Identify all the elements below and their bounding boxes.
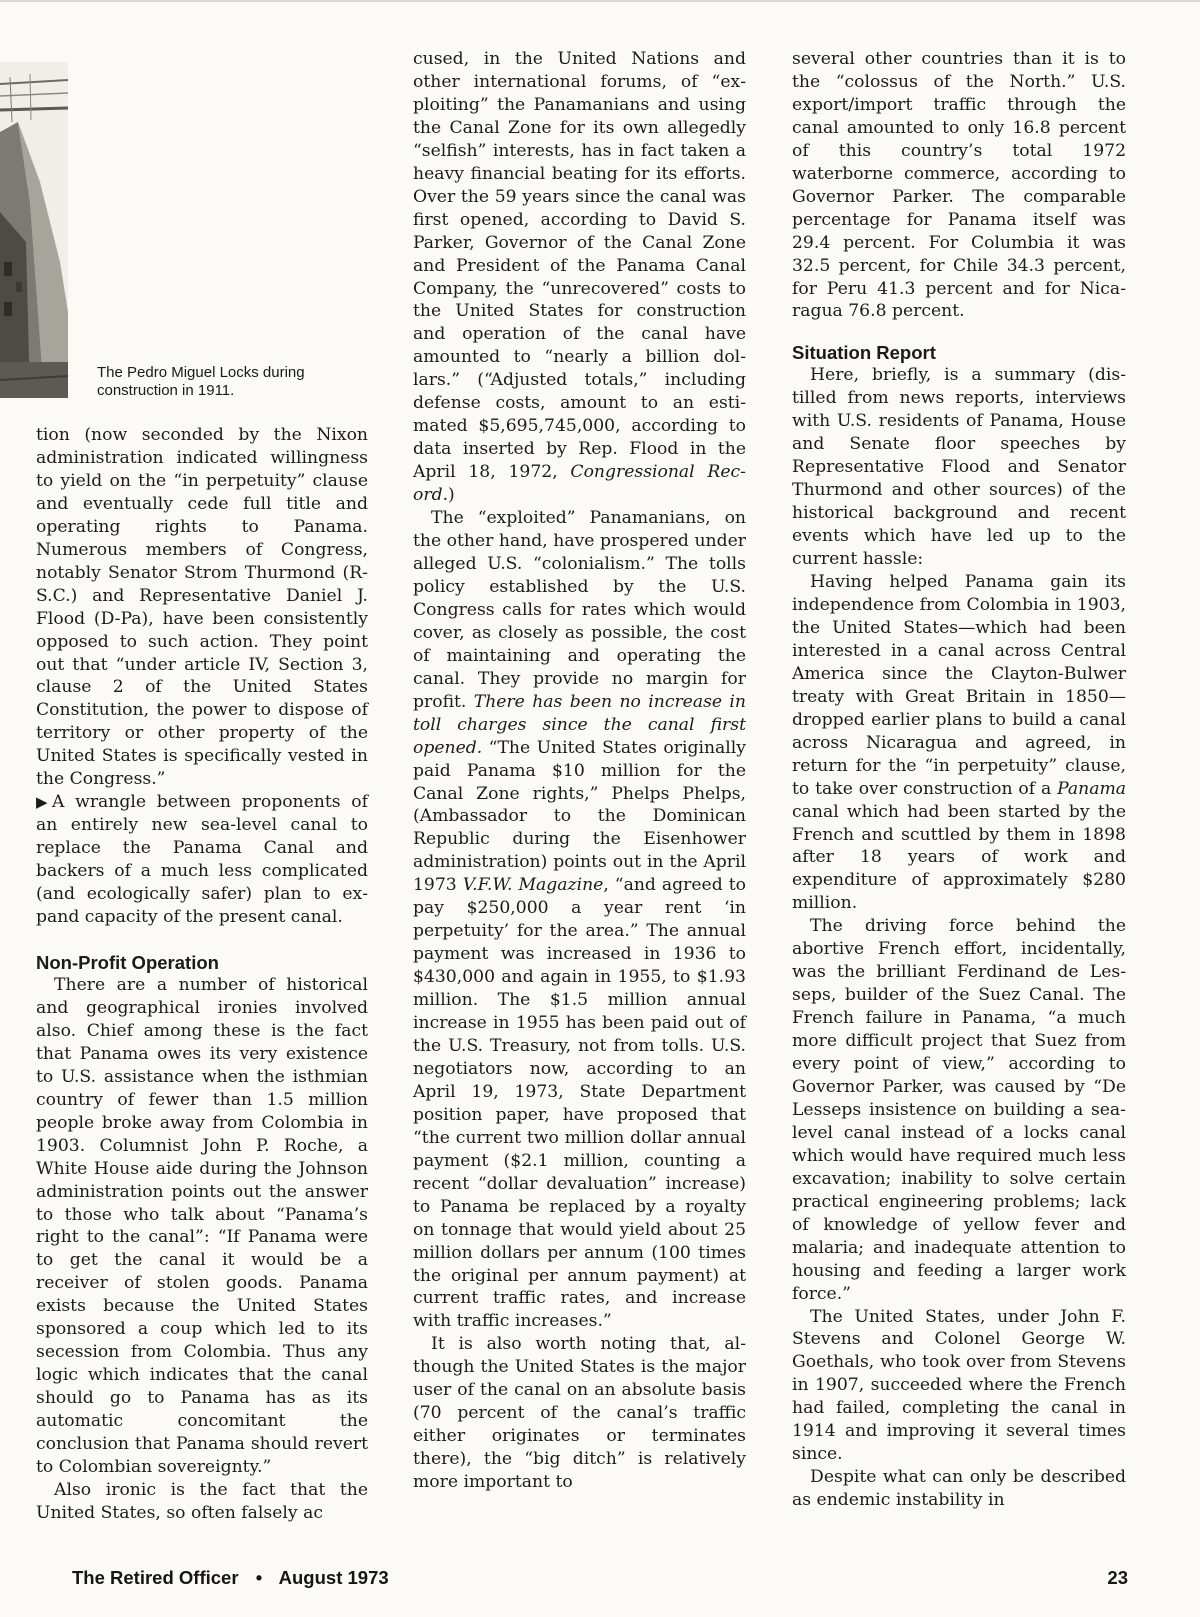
photo-image-icon	[0, 62, 68, 398]
paragraph: The United States, under John F. Stevens and Colonel George W. Goethals, who took over from Stevens in 1907, succeeded where the French had failed, completing the canal in 1914 and improving it several times since.	[792, 1306, 1126, 1465]
caption-line-2: construction in 1911.	[97, 382, 235, 399]
paragraph: tion (now seconded by the Nixon administration indicated willingness to yield on the “in perpetuity” clause and eventually cede full title and operating rights to Panama. Numerous members of Congress, notably Senator Strom Thurmond (R-S.C.) and Representative Daniel J. Flood (D-Pa), have been consistently opposed to such action. They point out that “under article IV, Section 3, clause 2 of the United States Constitution, the power to dispose of territory or other property of the United States is specifically vested in the Congress.”	[36, 425, 368, 790]
text-run: .)	[442, 485, 455, 506]
section-heading-situation-report: Situation Report	[792, 342, 936, 364]
paragraph: Here, briefly, is a summary (distilled from news reports, interviews with U.S. residents of Panama, House and Senate floor speeches by Representative Flood and Senator Thurmond and other sources) of the historical background and recent events which have led up to the current hassle:	[792, 365, 1126, 570]
paragraph: There are a number of historical and geographical ironies involved also. Chief among these is the fact that Panama owes its very existence to U.S. assistance when the isthmian country of fewer than 1.5 million people broke away from Colombia in 1903. Columnist John P. Roche, a White House aide during the Johnson administration points out the answer to those who talk about “Panama’s right to the canal”: “If Panama were to get the canal it would be a receiver of stolen goods. Panama exists because the United States sponsored a coup which led to its secession from Colombia. Thus any logic which indicates that the canal should go to Panama has as its automatic concomitant the conclusion that Panama should revert to Colombian sovereignty.”	[36, 974, 368, 1477]
column-2	[413, 48, 746, 1494]
paragraph: The driving force behind the abortive French effort, incidentally, was the brilliant Ferdinand de Lesseps, builder of the Suez Canal. The French failure in Panama, “a much more difficult project that Suez from every point of view,” according to Governor Parker, was caused by “De Lesseps insistence on building a sea-level canal instead of a locks canal which would have required much less excavation; inability to solve certain practical engineering problems; lack of knowledge of yellow fever and malaria; and inadequate attention to housing and feeding a larger work force.”	[792, 916, 1126, 1304]
paragraph: It is also worth noting that, although the United States is the major user of the canal on an absolute basis (70 percent of the canal’s traffic either originates or terminates there), the “big ditch” is relatively more important to	[413, 1334, 746, 1493]
italic-citation: V.F.W. Magazine	[462, 875, 604, 896]
publication-name: The Retired Officer	[72, 1567, 239, 1588]
italic-citation: Congressional Record	[413, 462, 746, 506]
text-run: cused, in the United Nations and other international forums, of “exploiting” the Panamanians and using the Canal Zone for its own allegedly “selfish” interests, has in fact taken a heavy financial beating for its efforts. Over the 59 years since the canal was first opened, according to David S. Parker, Governor of the Canal Zone and President of the Panama Canal Company, the “unrecovered” costs to the United States for construction and operation of the canal have amounted to “nearly a billion dollars.” (“Adjusted totals,” including defense costs, amount to an estimated $5,695,745,000, according to data inserted by Rep. Flood in the April 18, 1972,	[413, 49, 746, 483]
paragraph	[792, 571, 1126, 915]
text-run: Having helped Panama gain its independence from Colombia in 1903, the United States—which had been interested in a canal across Central America since the Clayton-Bulwer treaty with Great Britain in 1850—dropped earlier plans to build a canal across Nicaragua and agreed, in return for the “in perpetuity” clause, to take over construction of a	[792, 572, 1126, 799]
paragraph	[413, 507, 746, 1333]
text-run: canal which had been started by the French and scuttled by them in 1898 after 18 years of work and expenditure of approximately $280 million.	[792, 801, 1126, 914]
paragraph: several other countries than it is to the “colossus of the North.” U.S. export/import traffic through the canal amounted to only 16.8 percent of this country’s total 1972 waterborne commerce, according to Governor Parker. The comparable percentage for Panama itself was 29.4 percent. For Columbia it was 32.5 percent, for Chile 34.3 percent, for Peru 41.3 percent and for Nicaragua 76.8 percent.	[792, 49, 1126, 322]
page-top-rule	[0, 0, 1200, 2]
text-run: , “and agreed to pay $250,000 a year rent ‘in perpetuity’ for the area.” The annual payment was increased in 1936 to $430,000 and again in 1955, to $1.93 million. The $1.5 million annual increase in 1955 has been paid out of the U.S. Treasury, not from tolls. U.S. negotiators now, according to an April 19, 1973, State Department position paper, have proposed that “the current two million dollar annual payment ($2.1 million, counting a recent “dollar devaluation” increase) to Panama be replaced by a royalty on tonnage that would yield about 25 million dollars per annum (100 times the original per annum payment) at current traffic rates, and increase with traffic increases.”	[413, 875, 746, 1332]
italic-emphasis: Panama	[1057, 778, 1126, 799]
triangle-bullet-icon: ▶	[36, 793, 48, 812]
footer-separator: •	[255, 1567, 263, 1588]
text-run: “The United States originally paid Panama $10 million for the Canal Zone rights,” Phelps Phelps, (Ambassador to the Dominican Republic during the Eisenhower administration) points out in the April 1973	[413, 737, 746, 896]
paragraph: Despite what can only be described as endemic instability in	[792, 1467, 1126, 1511]
paragraph: Also ironic is the fact that the United States, so often falsely ac	[36, 1479, 368, 1523]
text-run: The “exploited” Panamanians, on the other hand, have prospered under alleged U.S. “colonialism.” The tolls policy established by the U.S. Congress calls for rates which would cover, as closely as possible, the cost of maintaining and operating the canal. They provide no margin for profit.	[413, 508, 746, 712]
caption-line-1: The Pedro Miguel Locks during	[97, 364, 305, 381]
page-number: 23	[1107, 1567, 1128, 1588]
footer-publication	[72, 1567, 389, 1589]
canal-locks-photo	[0, 62, 68, 398]
section-heading-non-profit: Non-Profit Operation	[36, 951, 219, 973]
column-1	[36, 424, 368, 1525]
paragraph	[413, 48, 746, 507]
italic-emphasis: There has been no increase in toll charges since the canal first opened.	[413, 691, 746, 758]
photo-caption	[97, 364, 397, 400]
bullet-text: A wrangle between proponents of an entirely new sea-level canal to replace the Panama Canal and backers of a much less complicated (and ecologically safer) plan to expand capacity of the present canal.	[36, 792, 368, 928]
page-footer	[72, 1567, 1128, 1593]
bullet-paragraph	[36, 791, 368, 929]
issue-date: August 1973	[278, 1567, 389, 1588]
column-3	[792, 48, 1126, 1512]
